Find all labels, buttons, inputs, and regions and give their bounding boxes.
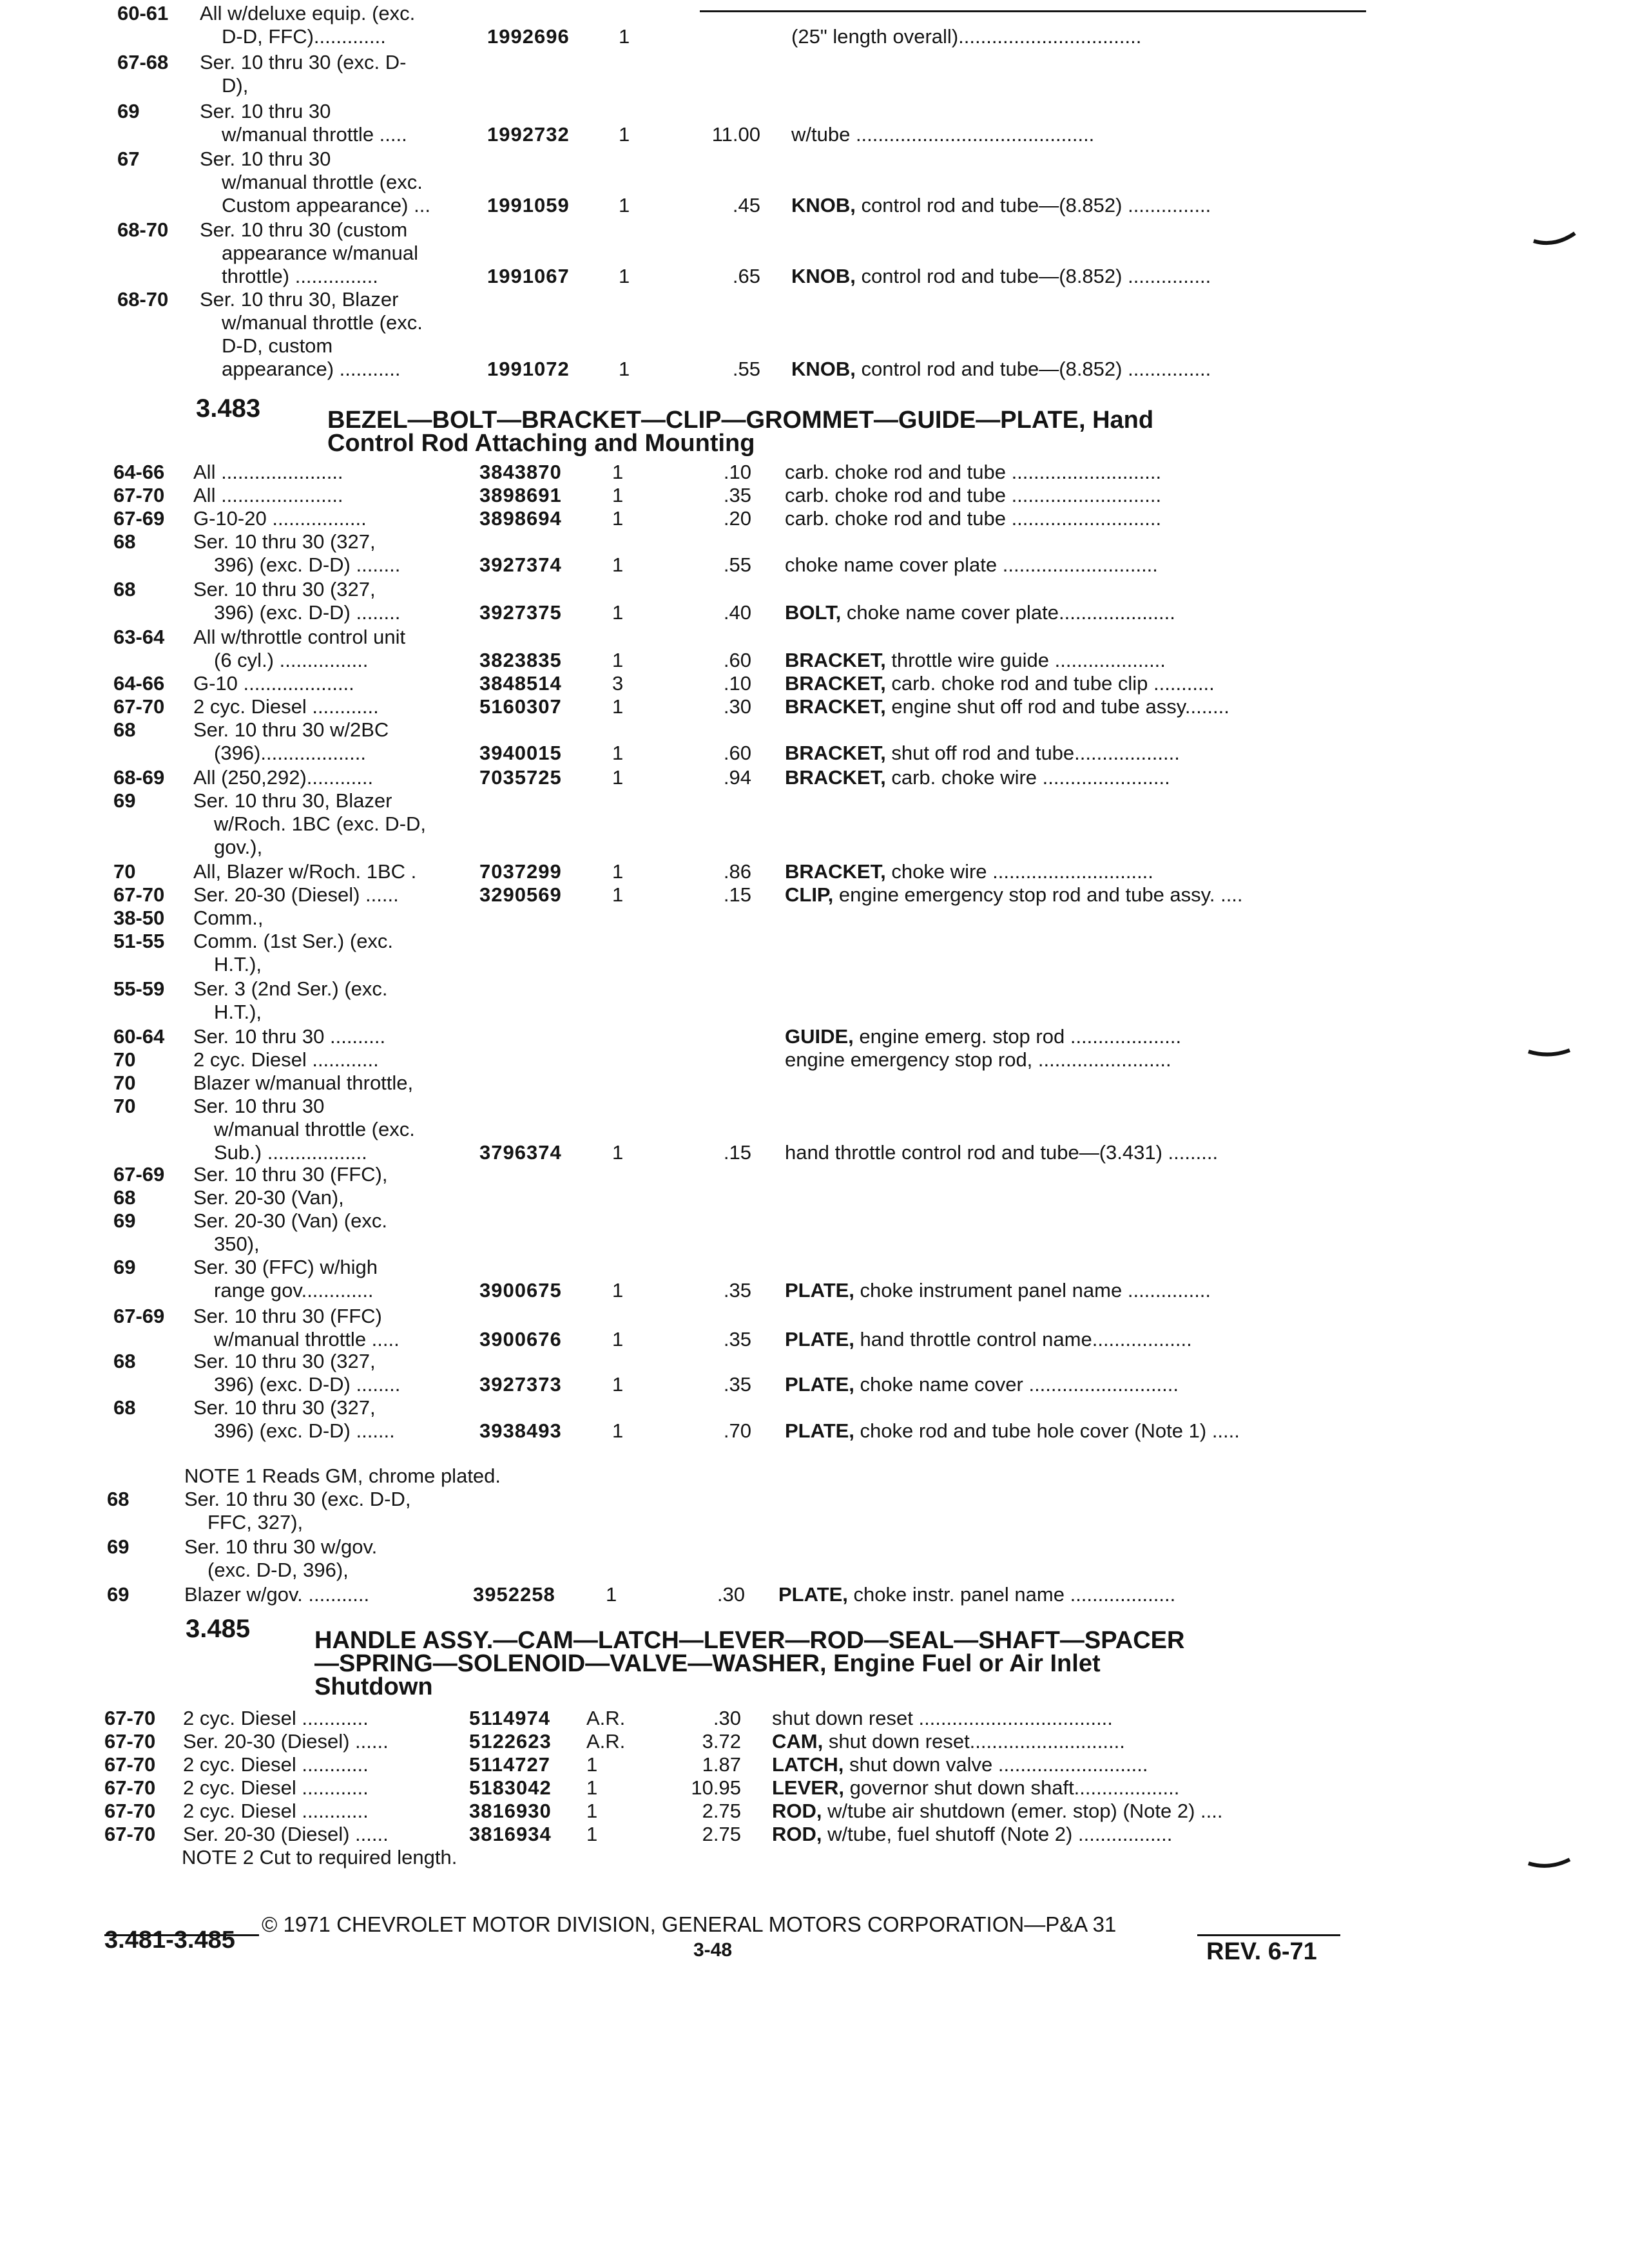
entry-description: 396) (exc. D-D) ........	[214, 601, 401, 624]
entry-year: 51-55	[113, 930, 165, 952]
item-name: KNOB,	[791, 358, 856, 380]
entry-item-text	[785, 554, 1158, 576]
item-name: GUIDE,	[785, 1025, 854, 1048]
entry-quantity: 1	[612, 601, 624, 624]
item-description: choke name cover ...........................	[854, 1373, 1179, 1396]
entry-quantity: 1	[586, 1800, 598, 1822]
entry-quantity: 1	[612, 507, 624, 530]
entry-price: .30	[717, 1583, 745, 1606]
entry-part-number: 3900676	[479, 1328, 562, 1350]
entry-description: Custom appearance) ...	[222, 194, 430, 216]
entry-description: range gov.............	[214, 1279, 374, 1302]
entry-quantity: 1	[612, 1141, 624, 1164]
entry-price: .55	[723, 553, 751, 576]
entry-price: .94	[723, 766, 751, 789]
entry-description: Ser. 10 thru 30 (327,	[193, 530, 376, 553]
entry-item-text	[785, 508, 1161, 530]
footer-rule-right	[1197, 1934, 1340, 1936]
item-description: shut down reset ...................................	[772, 1707, 1113, 1729]
entry-part-number: 3927373	[479, 1373, 562, 1396]
item-name: PLATE,	[785, 1279, 854, 1302]
entry-description: H.T.),	[214, 1001, 262, 1023]
entry-quantity: 1	[619, 358, 630, 380]
entry-description: w/manual throttle .....	[214, 1328, 400, 1350]
entry-part-number: 3938493	[479, 1419, 562, 1442]
entry-quantity: A.R.	[586, 1730, 626, 1753]
footer-page-number: 3-48	[693, 1939, 733, 1961]
entry-description: All w/deluxe equip. (exc.	[200, 2, 416, 24]
entry-part-number: 3796374	[479, 1141, 562, 1164]
entry-year: 67-70	[113, 883, 165, 906]
item-description: control rod and tube—(8.852) ...............	[855, 358, 1211, 380]
entry-year: 67-70	[113, 484, 165, 506]
margin-mark-3	[1527, 1856, 1572, 1875]
entry-quantity: 1	[612, 695, 624, 718]
entry-part-number: 3843870	[479, 461, 562, 483]
entry-price: .35	[723, 1279, 751, 1302]
footer-section-range: 3.481-3.485	[104, 1927, 235, 1954]
item-name: BRACKET,	[785, 649, 886, 671]
entry-price: .30	[713, 1707, 741, 1729]
entry-item-text	[785, 1280, 1211, 1302]
entry-item-text	[772, 1823, 1172, 1845]
item-name: PLATE,	[785, 1373, 854, 1396]
entry-year: 68	[113, 1186, 136, 1209]
entry-description: 396) (exc. D-D) ........	[214, 553, 401, 576]
item-name: BOLT,	[785, 601, 842, 624]
entry-description: 2 cyc. Diesel ............	[193, 1048, 379, 1071]
entry-price: .55	[732, 358, 760, 380]
entry-description: Ser. 30 (FFC) w/high	[193, 1256, 378, 1278]
item-description: control rod and tube—(8.852) ...............	[855, 194, 1211, 216]
entry-description: D-D, FFC).............	[222, 25, 386, 48]
entry-item-text	[785, 884, 1243, 906]
entry-description: Ser. 10 thru 30 (327,	[193, 1396, 376, 1419]
entry-quantity: 1	[612, 1373, 624, 1396]
entry-item-text	[785, 673, 1215, 695]
entry-description: appearance w/manual	[222, 242, 419, 264]
entry-part-number: 3898694	[479, 507, 562, 530]
item-name: LEVER,	[772, 1776, 844, 1799]
entry-description: Ser. 10 thru 30 ..........	[193, 1025, 386, 1048]
entry-year: 67-69	[113, 507, 165, 530]
entry-item-text	[791, 26, 1141, 48]
entry-description: All (250,292)............	[193, 766, 374, 789]
entry-description: gov.),	[214, 836, 263, 858]
section-number-3483: 3.483	[196, 394, 261, 423]
entry-part-number: 1991067	[487, 265, 570, 287]
entry-description: Ser. 10 thru 30 (custom	[200, 218, 408, 241]
section-title-3483-line1: BEZEL—BOLT—BRACKET—CLIP—GROMMET—GUIDE—PLATE, Hand	[327, 407, 1154, 434]
entry-price: 11.00	[711, 123, 760, 146]
entry-price: .60	[723, 649, 751, 671]
entry-description: 2 cyc. Diesel ............	[183, 1776, 369, 1799]
item-description: shut off rod and tube...................	[885, 742, 1180, 764]
entry-item-text	[791, 195, 1211, 216]
entry-part-number: 5114974	[469, 1707, 550, 1729]
entry-quantity: 1	[612, 649, 624, 671]
entry-year: 70	[113, 1048, 136, 1071]
entry-quantity: A.R.	[586, 1707, 626, 1729]
item-description: hand throttle control name..................	[854, 1328, 1192, 1350]
entry-part-number: 7035725	[479, 766, 562, 789]
item-name: PLATE,	[778, 1583, 848, 1606]
entry-part-number: 1992696	[487, 25, 570, 48]
entry-description: 2 cyc. Diesel ............	[183, 1753, 369, 1776]
entry-part-number: 5122623	[469, 1730, 552, 1753]
entry-year: 38-50	[113, 907, 165, 929]
entry-part-number: 1991059	[487, 194, 570, 216]
entry-part-number: 3898691	[479, 484, 562, 506]
entry-price: 2.75	[702, 1823, 741, 1845]
footer-revision: REV. 6-71	[1206, 1938, 1317, 1965]
entry-year: 70	[113, 860, 136, 883]
entry-description: FFC, 327),	[207, 1511, 304, 1533]
entry-description: Ser. 10 thru 30 (FFC),	[193, 1163, 388, 1186]
entry-price: .10	[723, 672, 751, 695]
entry-description: Ser. 10 thru 30 w/2BC	[193, 718, 389, 741]
entry-part-number: 3848514	[479, 672, 562, 695]
entry-year: 68-69	[113, 766, 165, 789]
entry-part-number: 3900675	[479, 1279, 562, 1302]
entry-quantity: 1	[586, 1753, 598, 1776]
entry-year: 68	[107, 1488, 130, 1510]
entry-quantity: 1	[586, 1823, 598, 1845]
entry-part-number: 5183042	[469, 1776, 552, 1799]
entry-item-text	[785, 1329, 1192, 1350]
item-description: engine emerg. stop rod ....................	[853, 1025, 1182, 1048]
entry-part-number: 3927375	[479, 601, 562, 624]
item-description: carb. choke wire .......................	[885, 766, 1170, 789]
entry-part-number: 1991072	[487, 358, 570, 380]
item-name: KNOB,	[791, 194, 856, 216]
entry-part-number: 5160307	[479, 695, 562, 718]
entry-description: Blazer w/gov. ...........	[184, 1583, 370, 1606]
entry-year: 69	[107, 1535, 130, 1558]
entry-year: 63-64	[113, 626, 165, 648]
entry-year: 60-61	[117, 2, 169, 24]
entry-price: .60	[723, 742, 751, 764]
entry-item-text	[785, 861, 1153, 883]
entry-part-number: 3952258	[473, 1583, 555, 1606]
item-description: engine emergency stop rod, ........................	[785, 1048, 1171, 1071]
item-description: carb. choke rod and tube ...........................	[785, 507, 1162, 530]
entry-description: Ser. 10 thru 30 (exc. D-	[200, 51, 407, 73]
entry-item-text	[785, 1049, 1171, 1071]
entry-description: Ser. 10 thru 30, Blazer	[193, 789, 392, 812]
entry-description: All, Blazer w/Roch. 1BC .	[193, 860, 417, 883]
entry-year: 69	[113, 1209, 136, 1232]
entry-description: Ser. 10 thru 30 (exc. D-D,	[184, 1488, 411, 1510]
item-name: LATCH,	[772, 1753, 844, 1776]
entry-description: Ser. 10 thru 30 (327,	[193, 1350, 376, 1372]
item-name: BRACKET,	[785, 766, 886, 789]
entry-price: .30	[723, 695, 751, 718]
entry-price: .20	[723, 507, 751, 530]
entry-description: (396)...................	[214, 742, 367, 764]
entry-year: 68	[113, 1350, 136, 1372]
item-name: BRACKET,	[785, 860, 886, 883]
entry-year: 55-59	[113, 977, 165, 1000]
item-description: hand throttle control rod and tube—(3.431) .........	[785, 1141, 1219, 1164]
entry-price: 2.75	[702, 1800, 741, 1822]
entry-item-text	[785, 1142, 1218, 1164]
entry-description: 396) (exc. D-D) ........	[214, 1373, 401, 1396]
entry-item-text	[791, 358, 1211, 380]
entry-quantity: 1	[612, 883, 624, 906]
entry-year: 67-70	[104, 1823, 156, 1845]
item-name: CLIP,	[785, 883, 834, 906]
item-description: w/tube air shutdown (emer. stop) (Note 2) ....	[822, 1800, 1223, 1822]
section-title-3483-line2: Control Rod Attaching and Mounting	[327, 430, 755, 457]
entry-year: 69	[113, 1256, 136, 1278]
entry-description: All ......................	[193, 484, 343, 506]
entry-quantity: 1	[612, 553, 624, 576]
entry-year: 67-70	[104, 1776, 156, 1799]
item-description: choke name cover plate ............................	[785, 553, 1158, 576]
entry-price: .15	[723, 883, 751, 906]
entry-year: 67-70	[104, 1707, 156, 1729]
entry-item-text	[785, 461, 1161, 483]
entry-item-text	[785, 767, 1170, 789]
entry-item-text	[785, 1374, 1179, 1396]
entry-description: 396) (exc. D-D) .......	[214, 1419, 395, 1442]
entry-part-number: 1992732	[487, 123, 570, 146]
entry-description: 2 cyc. Diesel ............	[183, 1707, 369, 1729]
item-name: BRACKET,	[785, 672, 886, 695]
entry-quantity: 1	[612, 484, 624, 506]
item-description: choke wire .............................	[885, 860, 1153, 883]
entry-part-number: 3823835	[479, 649, 562, 671]
entry-description: Ser. 10 thru 30 (327,	[193, 578, 376, 601]
section-title-3485-line1: HANDLE ASSY.—CAM—LATCH—LEVER—ROD—SEAL—SHAFT—SPACER	[314, 1627, 1185, 1654]
item-name: PLATE,	[785, 1419, 854, 1442]
entry-price: .15	[723, 1141, 751, 1164]
entry-quantity: 1	[612, 766, 624, 789]
entry-description: Sub.) ..................	[214, 1141, 367, 1164]
entry-price: .86	[723, 860, 751, 883]
item-description: governor shut down shaft...................	[843, 1776, 1180, 1799]
entry-part-number: 3816934	[469, 1823, 552, 1845]
item-description: choke rod and tube hole cover (Note 1) .....	[854, 1419, 1240, 1442]
entry-year: 67-70	[113, 695, 165, 718]
entry-quantity: 1	[612, 742, 624, 764]
entry-year: 70	[113, 1095, 136, 1117]
item-description: control rod and tube—(8.852) ...............	[855, 265, 1211, 287]
item-description: engine emergency stop rod and tube assy. ....	[833, 883, 1243, 906]
entry-quantity: 1	[619, 25, 630, 48]
entry-quantity: 1	[606, 1583, 617, 1606]
entry-year: 68	[113, 578, 136, 601]
entry-part-number: 3816930	[469, 1800, 552, 1822]
entry-price: 10.95	[691, 1776, 741, 1799]
item-description: shut down reset............................	[823, 1730, 1125, 1753]
entry-part-number: 5114727	[469, 1753, 550, 1776]
entry-item-text	[785, 602, 1175, 624]
entry-description: (6 cyl.) ................	[214, 649, 369, 671]
top-rule	[700, 10, 1366, 12]
entry-description: Comm.,	[193, 907, 264, 929]
item-description: engine shut off rod and tube assy........	[885, 695, 1229, 718]
entry-quantity: 1	[619, 265, 630, 287]
entry-year: 67-70	[104, 1800, 156, 1822]
entry-description: Blazer w/manual throttle,	[193, 1072, 414, 1094]
entry-description: 350),	[214, 1233, 260, 1255]
entry-quantity: 1	[619, 194, 630, 216]
entry-price: .35	[723, 1328, 751, 1350]
item-name: BRACKET,	[785, 695, 886, 718]
entry-description: Ser. 10 thru 30 (FFC)	[193, 1305, 382, 1327]
entry-description: All w/throttle control unit	[193, 626, 406, 648]
item-description: w/tube, fuel shutoff (Note 2) .................	[822, 1823, 1173, 1845]
entry-price: .45	[732, 194, 760, 216]
entry-year: 70	[113, 1072, 136, 1094]
entry-year: 67-70	[104, 1730, 156, 1753]
entry-part-number: 7037299	[479, 860, 562, 883]
entry-item-text	[778, 1584, 1175, 1606]
entry-description: throttle) ...............	[222, 265, 378, 287]
entry-quantity: 1	[586, 1776, 598, 1799]
entry-description: Ser. 20-30 (Diesel) ......	[183, 1823, 389, 1845]
entry-description: All ......................	[193, 461, 343, 483]
entry-item-text	[772, 1777, 1179, 1799]
entry-description: Ser. 10 thru 30	[200, 100, 331, 122]
footer-copyright: © 1971 CHEVROLET MOTOR DIVISION, GENERAL MOTORS CORPORATION—P&A 31	[262, 1912, 1117, 1936]
entry-year: 67-68	[117, 51, 169, 73]
item-name: CAM,	[772, 1730, 824, 1753]
entry-item-text	[785, 1420, 1240, 1442]
section-number-3485: 3.485	[186, 1615, 251, 1643]
entry-year: 68-70	[117, 288, 169, 311]
entry-quantity: 1	[619, 123, 630, 146]
entry-item-text	[772, 1707, 1113, 1729]
entry-description: Ser. 10 thru 30	[200, 148, 331, 170]
item-name: KNOB,	[791, 265, 856, 287]
entry-quantity: 1	[612, 860, 624, 883]
entry-year: 69	[117, 100, 140, 122]
entry-description: D-D, custom	[222, 334, 333, 357]
section-title-3485-line2: —SPRING—SOLENOID—VALVE—WASHER, Engine Fuel or Air Inlet	[314, 1650, 1101, 1677]
margin-mark-1	[1532, 229, 1577, 249]
entry-description: Ser. 20-30 (Van) (exc.	[193, 1209, 387, 1232]
item-description: choke instr. panel name ...................	[847, 1583, 1176, 1606]
entry-description: w/manual throttle (exc.	[214, 1118, 415, 1140]
entry-price: 3.72	[702, 1730, 741, 1753]
item-description: throttle wire guide ....................	[885, 649, 1166, 671]
item-description: carb. choke rod and tube ...........................	[785, 461, 1162, 483]
entry-year: 67-69	[113, 1163, 165, 1186]
entry-year: 67-69	[113, 1305, 165, 1327]
entry-item-text	[785, 649, 1166, 671]
entry-description: G-10-20 .................	[193, 507, 367, 530]
item-name: ROD,	[772, 1823, 822, 1845]
entry-price: 1.87	[702, 1753, 741, 1776]
entry-price: .40	[723, 601, 751, 624]
entry-quantity: 1	[612, 1279, 624, 1302]
entry-item-text	[772, 1800, 1222, 1822]
entry-description: w/manual throttle (exc.	[222, 311, 423, 334]
entry-year: 68	[113, 530, 136, 553]
entry-quantity: 3	[612, 672, 624, 695]
entry-part-number: 3290569	[479, 883, 562, 906]
entry-description: Ser. 20-30 (Diesel) ......	[183, 1730, 389, 1753]
item-description: carb. choke rod and tube ...........................	[785, 484, 1162, 506]
entry-quantity: 1	[612, 1419, 624, 1442]
entry-price: .65	[732, 265, 760, 287]
entry-item-text	[785, 742, 1180, 764]
entry-price: .10	[723, 461, 751, 483]
entry-description: Ser. 10 thru 30, Blazer	[200, 288, 399, 311]
item-description: choke instrument panel name ...............	[854, 1279, 1211, 1302]
note-2: NOTE 2 Cut to required length.	[182, 1846, 458, 1869]
entry-year: 69	[113, 789, 136, 812]
entry-year: 68	[113, 718, 136, 741]
entry-year: 69	[107, 1583, 130, 1606]
entry-year: 67-70	[104, 1753, 156, 1776]
entry-year: 68	[113, 1396, 136, 1419]
entry-item-text	[791, 265, 1211, 287]
entry-year: 60-64	[113, 1025, 165, 1048]
entry-description: H.T.),	[214, 953, 262, 975]
entry-item-text	[785, 1026, 1181, 1048]
entry-price: .70	[723, 1419, 751, 1442]
margin-mark-2	[1527, 1045, 1572, 1064]
item-description: choke name cover plate.....................	[841, 601, 1175, 624]
item-description: shut down valve ...........................	[843, 1753, 1148, 1776]
entry-description: 2 cyc. Diesel ............	[193, 695, 379, 718]
section-title-3485-line3: Shutdown	[314, 1673, 433, 1700]
entry-year: 64-66	[113, 672, 165, 695]
entry-description: w/Roch. 1BC (exc. D-D,	[214, 812, 427, 835]
entry-part-number: 3927374	[479, 553, 562, 576]
entry-item-text	[785, 485, 1161, 506]
entry-description: G-10 ....................	[193, 672, 354, 695]
entry-description: appearance) ...........	[222, 358, 401, 380]
entry-description: D),	[222, 74, 249, 97]
entry-year: 68-70	[117, 218, 169, 241]
entry-year: 64-66	[113, 461, 165, 483]
item-description: carb. choke rod and tube clip ...........	[885, 672, 1215, 695]
entry-description: (exc. D-D, 396),	[207, 1559, 349, 1581]
entry-description: w/manual throttle .....	[222, 123, 407, 146]
entry-quantity: 1	[612, 461, 624, 483]
entry-quantity: 1	[612, 1328, 624, 1350]
entry-item-text	[791, 124, 1094, 146]
entry-description: Ser. 20-30 (Van),	[193, 1186, 344, 1209]
entry-description: w/manual throttle (exc.	[222, 171, 423, 193]
entry-price: .35	[723, 1373, 751, 1396]
item-name: PLATE,	[785, 1328, 854, 1350]
entry-description: Ser. 20-30 (Diesel) ......	[193, 883, 399, 906]
entry-year: 67	[117, 148, 140, 170]
entry-description: 2 cyc. Diesel ............	[183, 1800, 369, 1822]
entry-item-text	[785, 696, 1229, 718]
item-description: w/tube ...........................................	[791, 123, 1095, 146]
entry-item-text	[772, 1754, 1148, 1776]
item-description: (25" length overall).................................	[791, 25, 1142, 48]
entry-description: Ser. 3 (2nd Ser.) (exc.	[193, 977, 388, 1000]
entry-description: Ser. 10 thru 30	[193, 1095, 325, 1117]
entry-description: Ser. 10 thru 30 w/gov.	[184, 1535, 378, 1558]
item-name: BRACKET,	[785, 742, 886, 764]
entry-item-text	[772, 1731, 1125, 1753]
item-name: ROD,	[772, 1800, 822, 1822]
entry-price: .35	[723, 484, 751, 506]
entry-part-number: 3940015	[479, 742, 562, 764]
entry-description: Comm. (1st Ser.) (exc.	[193, 930, 394, 952]
note-1: NOTE 1 Reads GM, chrome plated.	[184, 1465, 501, 1487]
